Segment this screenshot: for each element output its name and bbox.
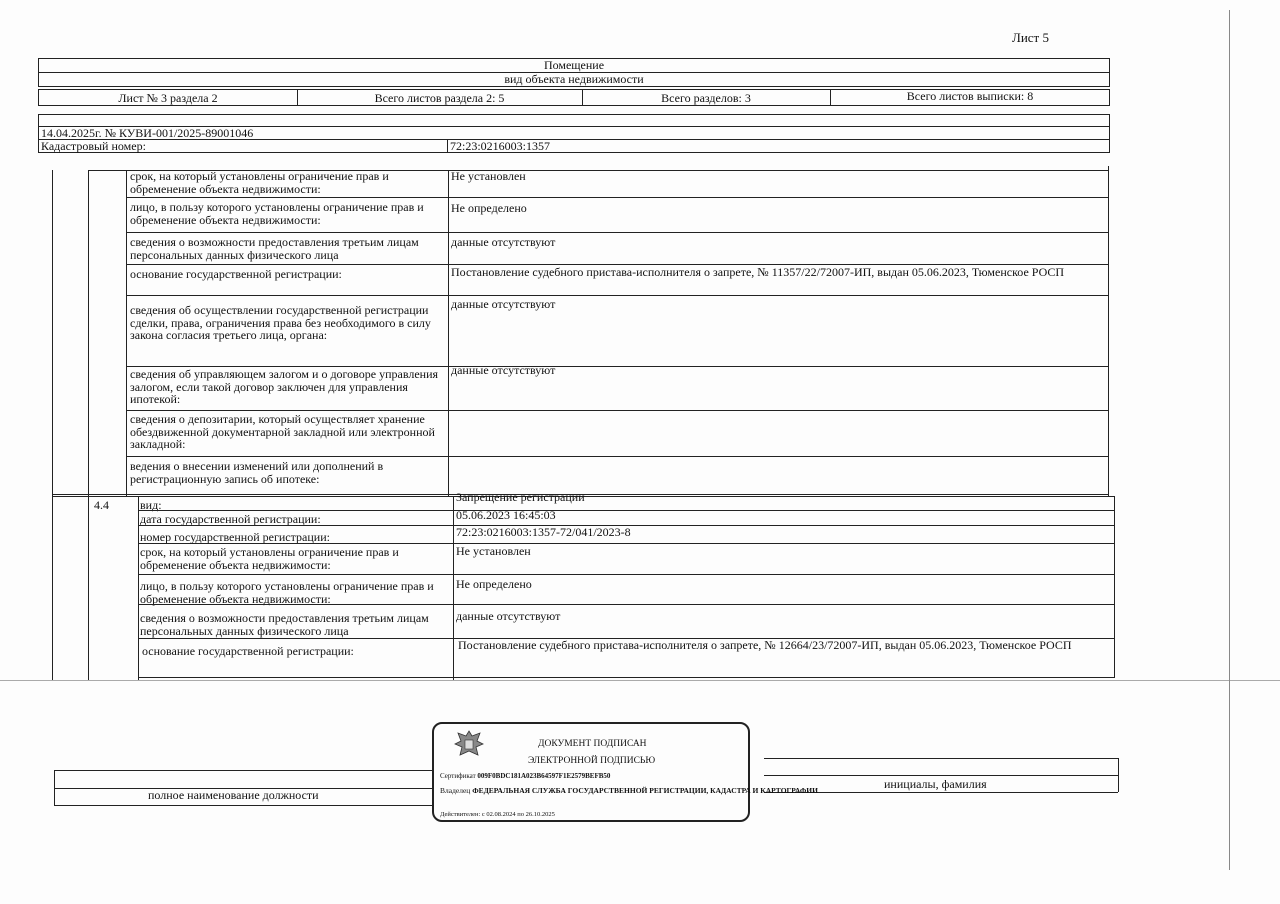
stamp-title-1: ДОКУМЕНТ ПОДПИСАН [538,739,647,749]
cadastral-number: 72:23:0216003:1357 [450,139,551,153]
row-value: 72:23:0216003:1357-72/041/2023-8 [456,525,631,539]
table-row [130,460,446,485]
row-label: ведения о внесении изменений или дополнений в регистрационную запись об ипотеке: [130,459,384,486]
table-row [140,612,452,637]
request-row [38,126,1110,140]
row-label: сведения о возможности предоставления третьим лицам персональных данных физического лица [130,235,419,262]
row-label: лицо, в пользу которого установлены ограничение прав и обременение объекта недвижимости: [140,579,434,606]
row-value: Постановление судебного пристава-исполнителя о запрете, № 12664/23/72007-ИП, выдан 05.06.2023, Тюменское РОСП [458,638,1072,652]
row-label: сведения об управляющем залогом и о договоре управления залогом, если такой договор заключен для управления ипотекой: [130,367,439,406]
table-row [130,304,446,342]
total-extract-sheets: Всего листов выписки: 8 [906,89,1034,103]
object-title: Помещение [38,58,1110,73]
row-value: Не определено [451,201,527,215]
stamp-certificate [440,772,610,780]
table-row [130,236,446,261]
row-label: дата государственной регистрации: [140,512,321,526]
row-label: лицо, в пользу которого установлены ограничение прав и обременение объекта недвижимости: [130,200,424,227]
row-label: номер государственной регистрации: [140,530,330,544]
row-value: данные отсутствуют [456,609,561,623]
table-row [130,368,446,406]
row-value: данные отсутствуют [451,297,556,311]
sheet-label: Лист 5 [1012,30,1049,45]
stamp-owner-value: ФЕДЕРАЛЬНАЯ СЛУЖБА ГОСУДАРСТВЕННОЙ РЕГИСТРАЦИИ, КАДАСТРА И КАРТОГРАФИИ [472,786,818,795]
row-label: сведения о депозитарии, который осуществляет хранение обездвиженной документарной закладной или электронной закладной: [130,412,435,451]
row-value: данные отсутствуют [451,235,556,249]
row-value: Постановление судебного пристава-исполнителя о запрете, № 11357/22/72007-ИП, выдан 05.06.2023, Тюменское РОСП [451,265,1065,279]
request-date-number: 14.04.2025г. № КУВИ-001/2025-89001046 [41,126,254,140]
stamp-owner-label: Владелец [440,786,471,795]
total-sections: Всего разделов: 3 [661,91,751,105]
stamp-cert-value: 009F0BDC181A023B64597F1E2579BEFB50 [477,772,611,780]
row-label: основание государственной регистрации: [130,267,342,281]
row-value: данные отсутствуют [451,363,556,377]
table-row [130,413,446,451]
row-label: основание государственной регистрации: [142,644,354,658]
section-number: 4.4 [94,498,109,512]
table-row [130,201,446,226]
stamp-valid-value: с 02.08.2024 по 26.10.2025 [481,811,555,818]
signature-stamp [432,722,818,822]
row-value: Не определено [456,577,532,591]
eagle-emblem-icon [452,728,486,765]
row-label: срок, на который установлены ограничение прав и обременение объекта недвижимости: [140,545,399,572]
object-subtitle: вид объекта недвижимости [38,72,1110,87]
row-label: сведения об осуществлении государственной регистрации сделки, права, ограничения права без необходимого в силу закона согласия третьего лица, органа: [130,303,431,342]
stamp-cert-label: Сертификат [440,772,476,780]
stamp-valid-label: Действителен: [440,811,481,818]
stamp-validity [440,811,555,818]
position-label: полное наименование должности [148,788,319,802]
row-label: срок, на который установлены ограничение прав и обременение объекта недвижимости: [130,169,389,196]
table-row [130,170,446,195]
table-row [140,580,452,605]
table-row [130,268,446,281]
sheet-number: Лист № 3 раздела 2 [118,91,218,105]
sheet-info-row [38,89,1110,106]
cadastral-label: Кадастровый номер: [41,139,146,153]
name-label: инициалы, фамилия [884,777,987,791]
stamp-owner [440,784,818,797]
row-value: Не установлен [451,169,526,183]
row-label: вид: [140,498,162,512]
row-value: 05.06.2023 16:45:03 [456,508,556,522]
stamp-title-2: ЭЛЕКТРОННОЙ ПОДПИСЬЮ [528,756,656,766]
row-value: Не установлен [456,544,531,558]
row-value: Запрещение регистрации [456,490,585,504]
row-label: сведения о возможности предоставления третьим лицам персональных данных физического лица [140,611,429,638]
cadastral-row [38,139,1110,153]
total-section-sheets: Всего листов раздела 2: 5 [374,91,505,105]
table-row [140,546,452,571]
